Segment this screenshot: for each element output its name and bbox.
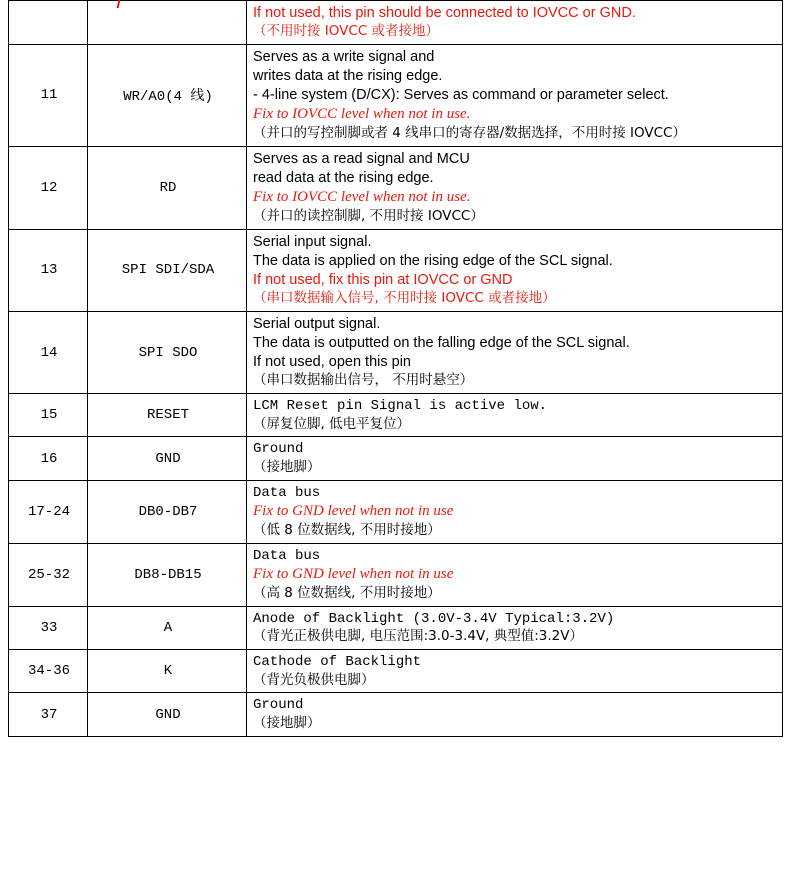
description-line: （高 8 位数据线, 不用时接地） [253, 585, 441, 602]
description-line: （屏复位脚, 低电平复位） [253, 415, 411, 432]
description-line: The data is outputted on the falling edge of the SCL signal. [253, 335, 630, 352]
description-line: （并口的写控制脚或者 4 线串口的寄存器/数据选择，不用时接 IOVCC） [253, 125, 686, 142]
pin-description-cell [247, 146, 783, 229]
description-line: Serves as a read signal and MCU [253, 150, 470, 167]
description-line: （串口数据输出信号， 不用时悬空） [253, 372, 474, 389]
description-line: Data bus [253, 547, 321, 564]
description-line: If not used, fix this pin at IOVCC or GND [253, 272, 513, 289]
pin-symbol-cell: WR/A0(4 线) [88, 44, 247, 146]
pin-description-cell [247, 44, 783, 146]
pin-symbol-cell: A [88, 606, 247, 649]
pin-description-cell [247, 543, 783, 606]
table-row [9, 543, 783, 606]
description-line: Serial output signal. [253, 315, 381, 332]
description-line: Fix to GND level when not in use [253, 503, 454, 520]
pin-number-cell: 17-24 [9, 480, 88, 543]
description-line: LCM Reset pin Signal is active low. [253, 398, 548, 415]
pin-number-cell: 34-36 [9, 650, 88, 693]
pin-number-cell: 25-32 [9, 543, 88, 606]
pin-number-cell: 12 [9, 146, 88, 229]
description-line: If not used, this pin should be connected to IOVCC or GND. [253, 5, 636, 21]
description-line: Serves as a write signal and [253, 48, 435, 65]
description-line: （串口数据输入信号, 不用时接 IOVCC 或者接地） [253, 290, 556, 307]
description-line: Fix to IOVCC level when not in use. [253, 106, 471, 123]
pin-number-cell: 11 [9, 44, 88, 146]
pin-symbol-cell: SPI SDI/SDA [88, 229, 247, 311]
pin-description-cell [247, 394, 783, 437]
pin-description-cell [247, 311, 783, 393]
table-row [9, 394, 783, 437]
pin-number-cell [9, 1, 88, 45]
pin-number-cell: 13 [9, 229, 88, 311]
description-line: Ground [253, 697, 304, 714]
table-row [9, 146, 783, 229]
description-line: Fix to GND level when not in use [253, 566, 454, 583]
table-row [9, 229, 783, 311]
table-row [9, 606, 783, 649]
pin-number-cell: 14 [9, 311, 88, 393]
table-body [9, 1, 783, 737]
description-line: If not used, open this pin [253, 354, 411, 371]
description-line: （接地脚） [253, 458, 321, 475]
description-line: Ground [253, 441, 304, 458]
pin-symbol-cell: K [88, 650, 247, 693]
table-row [9, 693, 783, 736]
table-row [9, 480, 783, 543]
pin-symbol-cell: DB8-DB15 [88, 543, 247, 606]
pin-description-cell [247, 437, 783, 480]
table-row [9, 650, 783, 693]
description-line: Anode of Backlight (3.0V-3.4V Typical:3.2V) [253, 610, 615, 627]
pin-number-cell: 15 [9, 394, 88, 437]
description-line: （并口的读控制脚, 不用时接 IOVCC） [253, 207, 484, 224]
pin-description-cell [247, 606, 783, 649]
description-line: （背光正极供电脚, 电压范围:3.0-3.4V, 典型值:3.2V） [253, 628, 584, 645]
table-row [9, 44, 783, 146]
table-row [9, 437, 783, 480]
pin-description-cell [247, 693, 783, 736]
description-line: （不用时接 IOVCC 或者接地） [253, 23, 440, 40]
pin-description-cell [247, 480, 783, 543]
table-row [9, 311, 783, 393]
description-line: Data bus [253, 484, 321, 501]
description-line: Fix to IOVCC level when not in use. [253, 189, 471, 206]
description-line: writes data at the rising edge. [253, 68, 443, 85]
pin-symbol-cell: GND [88, 437, 247, 480]
pin-symbol-cell: RD [88, 146, 247, 229]
pin-number-cell: 16 [9, 437, 88, 480]
red-annotation-mark [103, 0, 122, 8]
pin-description-cell [247, 650, 783, 693]
description-line: Cathode of Backlight [253, 654, 422, 671]
description-line: The data is applied on the rising edge of the SCL signal. [253, 252, 613, 269]
pin-description-cell [247, 229, 783, 311]
description-line: read data at the rising edge. [253, 170, 434, 187]
table-row [9, 1, 783, 45]
pin-symbol-cell: SPI SDO [88, 311, 247, 393]
pin-description-cell [247, 1, 783, 45]
pin-description-table [8, 0, 783, 737]
pin-number-cell: 37 [9, 693, 88, 736]
description-line: （低 8 位数据线, 不用时接地） [253, 521, 441, 538]
description-line: （背光负极供电脚） [253, 671, 375, 688]
pin-number-cell: 33 [9, 606, 88, 649]
pin-symbol-cell: GND [88, 693, 247, 736]
pin-symbol-cell: DB0-DB7 [88, 480, 247, 543]
pin-symbol-cell: RESET [88, 394, 247, 437]
description-line: - 4-line system (D/CX): Serves as command or parameter select. [253, 87, 669, 104]
description-line: Serial input signal. [253, 233, 372, 250]
description-line: （接地脚） [253, 714, 321, 731]
